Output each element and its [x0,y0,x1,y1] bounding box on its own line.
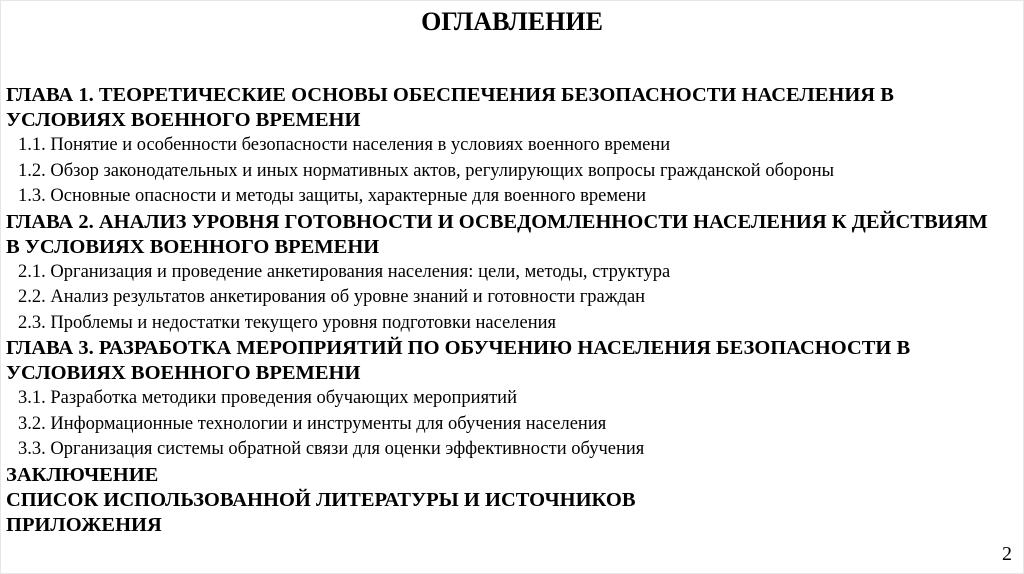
toc-section: 3.1. Разработка методики проведения обучающих мероприятий [18,388,517,408]
toc-section: 3.2. Информационные технологии и инструменты для обучения населения [18,413,607,434]
toc-section: 1.2. Обзор законодательных и иных нормативных актов, регулирующих вопросы гражданской обороны [18,160,835,181]
chapter-1 [6,83,1006,210]
chapter-2 [6,210,1006,337]
appendices-heading: ПРИЛОЖЕНИЯ [6,513,162,536]
page-number: 2 [1002,543,1012,565]
toc-section: 2.1. Организация и проведение анкетирования населения: цели, методы, структура [18,261,671,282]
toc-section: 1.1. Понятие и особенности безопасности населения в условиях военного времени [18,135,671,155]
chapter-title: ГЛАВА 1. ТЕОРЕТИЧЕСКИЕ ОСНОВЫ ОБЕСПЕЧЕНИЯ БЕЗОПАСНОСТИ НАСЕЛЕНИЯ В УСЛОВИЯХ ВОЕННОГО ВРЕМЕНИ [6,84,894,131]
chapter-title: ГЛАВА 2. АНАЛИЗ УРОВНЯ ГОТОВНОСТИ И ОСВЕДОМЛЕННОСТИ НАСЕЛЕНИЯ К ДЕЙСТВИЯМ В УСЛОВИЯХ ВОЕННОГО ВРЕМЕНИ [6,210,988,258]
chapter-3 [6,336,1006,463]
conclusion-heading: ЗАКЛЮЧЕНИЕ [6,463,159,486]
toc-section: 3.3. Организация системы обратной связи для оценки эффективности обучения [18,439,645,459]
toc-section: 2.2. Анализ результатов анкетирования об уровне знаний и готовности граждан [18,287,646,307]
page-title: ОГЛАВЛЕНИЕ [421,7,603,36]
toc-section: 2.3. Проблемы и недостатки текущего уровня подготовки населения [18,312,557,333]
table-of-contents [6,83,1006,538]
chapter-title: ГЛАВА 3. РАЗРАБОТКА МЕРОПРИЯТИЙ ПО ОБУЧЕНИЮ НАСЕЛЕНИЯ БЕЗОПАСНОСТИ В УСЛОВИЯХ ВОЕННОГО ВРЕМЕНИ [6,337,911,384]
bibliography-heading: СПИСОК ИСПОЛЬЗОВАННОЙ ЛИТЕРАТУРЫ И ИСТОЧНИКОВ [6,488,636,511]
toc-section: 1.3. Основные опасности и методы защиты, характерные для военного времени [18,186,647,206]
